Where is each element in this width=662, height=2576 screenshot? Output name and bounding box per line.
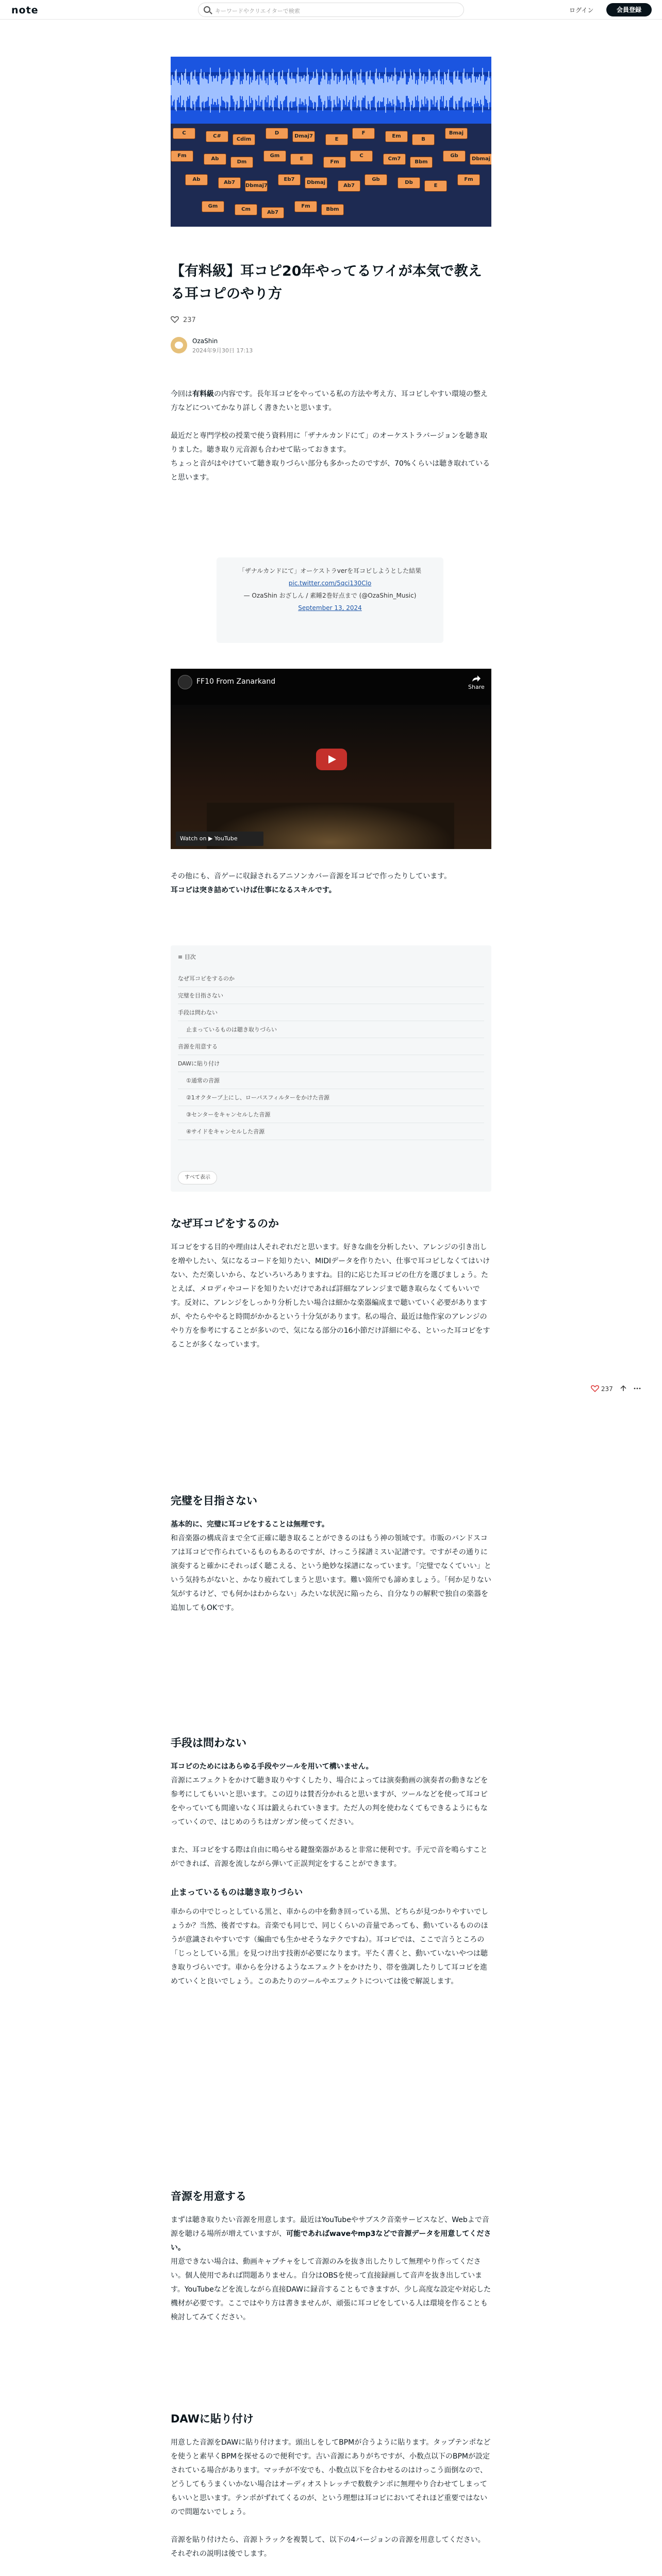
chord-key: Dbmaj7 bbox=[245, 180, 268, 192]
chord-key: Gm bbox=[263, 150, 286, 162]
chord-key: Dbmaj bbox=[305, 177, 327, 189]
toc-show-all-button[interactable]: すべて表示 bbox=[178, 1171, 217, 1184]
search-icon bbox=[204, 6, 210, 13]
chord-key: Fm bbox=[323, 157, 346, 168]
video-title[interactable]: FF10 From Zanarkand bbox=[196, 677, 276, 686]
toc-item[interactable]: ②1オクターブ上にし、ローパスフィルターをかけた音源 bbox=[178, 1089, 484, 1106]
toc-item[interactable]: ④サイドをキャンセルした音源 bbox=[178, 1123, 484, 1140]
section-daw bbox=[171, 2411, 491, 2576]
chord-key: Em bbox=[385, 131, 408, 142]
chord-key: Bbm bbox=[410, 157, 433, 168]
chord-key: E bbox=[325, 134, 348, 145]
chord-key: Eb7 bbox=[278, 174, 301, 185]
play-button[interactable] bbox=[316, 749, 347, 770]
floating-actions bbox=[591, 1385, 641, 1393]
paragraph: 最近だと専門学校の授業で使う資料用に「ザナルカンドにて」のオーケストラバージョンを聴き取りました。聴き取り元音源も合わせて貼っておきます。 bbox=[171, 432, 488, 454]
toc-item[interactable]: なぜ耳コピをするのか bbox=[178, 970, 484, 987]
chord-key: Dm bbox=[230, 157, 253, 168]
toc-header[interactable]: ≡ 目次 bbox=[178, 954, 196, 960]
share-icon bbox=[472, 675, 481, 682]
chord-key: B bbox=[412, 134, 435, 145]
chord-key: Ab7 bbox=[218, 177, 241, 189]
channel-avatar[interactable] bbox=[178, 675, 192, 689]
paragraph: 用意できない場合は、動画キャプチャをして音源のみを抜き出したりして無理やり作ってください。個人使用であれば問題ありません。自分はOBSを使って直接録画して音声を抜き出しています。YouTubeなどを流しながら直接DAWに録音することもできますが、少し高度な設定や対応した機材が必要です。ここではやり方は書きませんが、頑張に耳コピをしている人は環境を作ることも検討してみてください。 bbox=[171, 2258, 491, 2321]
site-header bbox=[0, 0, 662, 20]
chord-key: Bmaj bbox=[445, 128, 468, 139]
chord-key: C# bbox=[206, 131, 228, 142]
chord-key: E bbox=[424, 180, 447, 192]
note-logo[interactable]: note bbox=[11, 5, 39, 16]
youtube-embed[interactable] bbox=[171, 669, 491, 849]
toc-item[interactable]: 止まっているものは聴き取りづらい bbox=[178, 1021, 484, 1038]
watch-on-youtube[interactable]: Watch on ▶ YouTube bbox=[176, 832, 263, 846]
share-icon[interactable] bbox=[619, 1385, 627, 1392]
chord-key: Gb bbox=[365, 174, 387, 185]
paragraph: 今回は有料級の内容です。長年耳コピをやっている私の方法や考え方、耳コピしやすい環境の整え方などについてかなり詳しく書きたいと思います。 bbox=[171, 390, 488, 412]
toc-item[interactable]: ①通常の音源 bbox=[178, 1072, 484, 1089]
section-heading: なぜ耳コピをするのか bbox=[171, 1217, 279, 1230]
chord-key: Ab bbox=[204, 154, 226, 165]
publish-date: 2024年9月30日 17:13 bbox=[192, 347, 253, 354]
heart-icon[interactable] bbox=[591, 1385, 599, 1392]
chord-key: Gb bbox=[443, 150, 466, 162]
chord-key: E bbox=[290, 154, 313, 165]
more-icon[interactable] bbox=[633, 1385, 641, 1392]
section-perfect bbox=[171, 1493, 491, 1615]
paragraph: 基本的に、完璧に耳コピをすることは無理です。 bbox=[171, 1520, 329, 1529]
waveform-graphic bbox=[171, 57, 491, 124]
paragraph: 耳コピは突き詰めていけば仕事になるスキルです。 bbox=[171, 886, 336, 894]
chord-key: Bbm bbox=[321, 204, 344, 215]
article-intro bbox=[171, 387, 491, 499]
section-means bbox=[171, 1735, 491, 1989]
author-name[interactable]: OzaShin bbox=[192, 337, 218, 345]
toc-item[interactable]: DAWに貼り付け bbox=[178, 1055, 484, 1072]
eyecatch-image bbox=[171, 57, 491, 227]
share-button[interactable]: Share bbox=[468, 675, 485, 690]
login-link[interactable]: ログイン bbox=[569, 7, 594, 14]
section-heading: 音源を用意する bbox=[171, 2190, 246, 2202]
chord-key: Fm bbox=[457, 174, 480, 185]
toc-item[interactable]: 手段は問わない bbox=[178, 1004, 484, 1021]
chord-key: C bbox=[173, 128, 195, 139]
chord-key: Dmaj7 bbox=[292, 131, 315, 142]
article-title: 【有料級】耳コピ20年やってるワイが本気で教える耳コピのやり方 bbox=[171, 263, 482, 302]
paragraph: ちょっと音がはやけていて聴き取りづらい部分も多かったのですが、70%くらいは聴き取れていると思います。 bbox=[171, 460, 490, 482]
paragraph: 音源を貼り付けたら、音源トラックを複製して、以下の4バージョンの音源を用意してください。それぞれの説明は後でします。 bbox=[171, 2536, 485, 2558]
section-heading: DAWに貼り付け bbox=[171, 2413, 254, 2425]
chord-key: Ab7 bbox=[338, 180, 360, 192]
paragraph: その他にも、音ゲーに収録されるアニソンカバー音源を耳コピで作ったりしています。 bbox=[171, 872, 452, 880]
tweet-author: — OzaShin おざしん / 素睡2巻好点まで (@OzaShin_Music) bbox=[243, 592, 417, 599]
avatar[interactable] bbox=[171, 337, 187, 353]
chord-key: Cdim bbox=[233, 134, 255, 145]
chord-key: Fm bbox=[171, 150, 193, 162]
tweet-date-link[interactable]: September 13, 2024 bbox=[298, 604, 362, 612]
tweet-text: 「ザナルカンドにて」オーケストラverを耳コピしようとした結果 bbox=[238, 567, 422, 574]
chord-key: Ab bbox=[185, 174, 208, 185]
section-heading: 手段は問わない bbox=[171, 1737, 246, 1749]
section-why bbox=[171, 1216, 491, 1352]
toc-item[interactable]: 完璧を目指さない bbox=[178, 987, 484, 1004]
chord-key: Dbmaj bbox=[470, 154, 491, 165]
paragraph: 音源にエフェクトをかけて聴き取りやすくしたり、場合によっては演奏動画の演奏者の動きなどを参考にしてもいいと思います。この辺りは賛否分かれると思いますが、ツールなどを使って耳コピをやっていても間違いなく耳は鍛えられていきます。ただ人の判を使わなくてもできるようにもなっていくので、はじめのうちはガンガン使ってください。 bbox=[171, 1776, 488, 1826]
chord-key: Cm bbox=[235, 204, 257, 215]
embedded-tweet[interactable] bbox=[217, 557, 443, 643]
chord-key: C bbox=[350, 150, 373, 162]
table-of-contents bbox=[171, 945, 491, 1192]
search-placeholder: キーワードやクリエイターで検索 bbox=[215, 8, 300, 14]
toc-item[interactable]: 音源を用意する bbox=[178, 1038, 484, 1055]
signup-button[interactable]: 会員登録 bbox=[606, 3, 652, 16]
paragraph: 用意した音源をDAWに貼り付けます。頭出しをしてBPMが合うように貼ります。タップテンポなどを使うと素早くBPMを探せるので便利です。古い音源にありがちですが、小数点以下のBPMが設定されている場合があります。マッチが不安でも、小数点以下を合わせるのはけっこう面倒なので、どうしてもうまくいかない場合はオーディオストレッチで数数テンポに無理やり合わせてしまってもいいと思います。テンポがずれてくるのが、という理想は耳コピにおいてそれほど重要ではないので問題ないでしょう。 bbox=[171, 2438, 491, 2516]
paragraph: 耳コピをする目的や理由は人それぞれだと思います。好きな曲を分析したい、アレンジの引き出しを増やしたい、気になるコードを知りたい、MIDIデータを作りたい、仕事で耳コピしなくてはいけない、ただ楽しいから、などいろいろありますね。目的に応じた耳コピの仕方を選びましょう。たとえば、メロディやコードを知りたいだけであれば詳細なアレンジまで聴き取らなくてもいいです。反対に、アレンジをしっかり分析したい場合は細かな楽器編成まで聴いていく必要がありますが、やたらややると時間がかかるという十分気があります。私の場合、最近は他作家のアレンジのやり方を参考にすることが多いので、気になる部分の16小節だけ詳細にやる、といった耳コピをすることが多くなっています。 bbox=[171, 1243, 490, 1349]
paragraph: まずは聴き取りたい音源を用意します。最近はYouTubeやサブスク音楽サービスなど、Webよで音源を聴ける場所が増えていますが、可能であればwaveやmp3などで音源データを用意してください。 bbox=[171, 2216, 491, 2252]
chord-key: Db bbox=[398, 177, 420, 189]
paragraph: 車からの中でじっとしている黒と、車からの中を動き回っている黒、どちらが見つかりやすいでしょうか？当然、後者ですね。音楽でも同じで、同じくらいの音量であっても、動いているもののほうが意識されやすいです（編曲でも生かせそうなテクですね）。耳コピでは、ここで言うところの「じっとしている黒」を見つけ出す技術が必要になります。平たく書くと、動いていないやつは聴き取りづらいです。車からを分けるようなエフェクトをかけたり、帯を強調したりして耳コピを進めていくと良いでしょう。このあたりのツールやエフェクトについては後で解説します。 bbox=[171, 1908, 488, 1986]
paragraph: 耳コピのためにはあらゆる手段やツールを用いて構いません。 bbox=[171, 1762, 373, 1771]
tweet-media-link[interactable]: pic.twitter.com/5qci130Clo bbox=[288, 580, 372, 587]
paragraph: また、耳コピをする際は自由に鳴らせる鍵盤楽器があると非常に便利です。手元で音を鳴らすことができれば、音源を流しながら弾いて正誤判定をすることができます。 bbox=[171, 1846, 488, 1868]
floating-like-count: 237 bbox=[601, 1385, 613, 1393]
chord-key: Cm7 bbox=[383, 154, 406, 165]
section-heading: 完璧を目指さない bbox=[171, 1495, 257, 1507]
like-count[interactable] bbox=[171, 316, 196, 324]
chord-key: Ab7 bbox=[261, 207, 284, 218]
video-thumbnail bbox=[171, 705, 491, 849]
chord-keys-graphic bbox=[171, 124, 491, 227]
paragraph: 和音楽器の構成音まで全て正確に聴き取ることができるのはもう神の領域です。市販のバンドスコアは耳コピで作られているものもあるのですが、けっこう採譜ミスい記譜です。ですがその通りに演奏すると確かにそれっぽく聴こえる、という絶妙な採譜になっています。「完璧でなくていい」という気持ちがないと、かなり疲れてしまうと思います。難い箇所でも諦めましょう。「何か足りない気がするけど、でも何かはわからない」みたいな状況に陥ったら、自分なりの解釈で独自の楽器を追加してもOKです。 bbox=[171, 1534, 491, 1612]
section-source bbox=[171, 2189, 491, 2325]
article-after-video bbox=[171, 870, 491, 897]
search-input[interactable] bbox=[198, 3, 464, 17]
chord-key: Gm bbox=[202, 201, 224, 212]
chord-key: D bbox=[266, 128, 288, 139]
chord-key: Fm bbox=[294, 201, 317, 212]
toc-item[interactable]: ③センターをキャンセルした音源 bbox=[178, 1106, 484, 1123]
subsection-heading: 止まっているものは聴き取りづらい bbox=[171, 1887, 303, 1897]
heart-icon bbox=[171, 316, 179, 323]
like-count-value: 237 bbox=[183, 316, 196, 324]
chord-key: F bbox=[352, 128, 375, 139]
